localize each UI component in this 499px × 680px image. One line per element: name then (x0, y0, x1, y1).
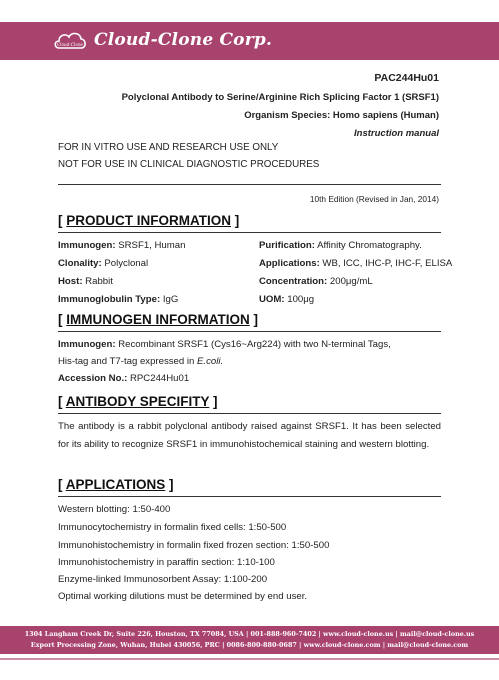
section-divider (58, 496, 441, 497)
cloud-logo-icon (52, 26, 88, 54)
immunogen-description: Immunogen: Recombinant SRSF1 (Cys16~Arg224) with two N-terminal Tags, (58, 339, 391, 350)
accession-number: Accession No.: RPC244Hu01 (58, 373, 190, 384)
info-clonality: Clonality: Polyclonal (58, 258, 149, 269)
application-item: Western blotting: 1:50-400 (58, 504, 171, 515)
logo-mark-text: Cloud-Clone (56, 42, 84, 47)
info-purification: Purification: Affinity Chromatography. (259, 240, 422, 251)
section-title-antibody-specifity: [ ANTIBODY SPECIFITY ] (58, 394, 218, 409)
product-title: Polyclonal Antibody to Serine/Arginine Rich Splicing Factor 1 (SRSF1) (121, 92, 439, 103)
application-item: Immunocytochemistry in formalin fixed cells: 1:50-500 (58, 522, 287, 533)
info-applications: Applications: WB, ICC, IHC-P, IHC-F, ELISA (259, 258, 453, 269)
info-immunoglobulin-type: Immunoglobulin Type: IgG (58, 294, 179, 305)
logo-text: Cloud-Clone Corp. (94, 30, 273, 50)
section-divider (58, 331, 441, 332)
instruction-manual-label: Instruction manual (354, 128, 439, 139)
section-title-applications: [ APPLICATIONS ] (58, 477, 174, 492)
section-title-product-information: [ PRODUCT INFORMATION ] (58, 213, 240, 228)
section-divider (58, 232, 441, 233)
immunogen-expression: His-tag and T7-tag expressed in E.coli. (58, 356, 224, 367)
application-item: Optimal working dilutions must be determined by end user. (58, 591, 308, 602)
section-divider (58, 413, 441, 414)
footer-address-us: 1304 Langham Creek Dr, Suite 226, Houston, TX 77084, USA | 001-888-960-7402 | www.cloud-clone.us | mail@cloud-clone.us (24, 630, 475, 638)
specificity-paragraph: The antibody is a rabbit polyclonal antibody raised against SRSF1. It has been selected for its ability to recognize SRSF1 in immunohistochemical staining and western blotting. (58, 421, 441, 450)
header-band (0, 22, 499, 60)
info-host: Host: Rabbit (58, 276, 113, 287)
info-immunogen: Immunogen: SRSF1, Human (58, 240, 186, 251)
section-title-immunogen-information: [ IMMUNOGEN INFORMATION ] (58, 312, 258, 327)
company-logo (52, 26, 272, 54)
clinical-use-notice: NOT FOR USE IN CLINICAL DIAGNOSTIC PROCEDURES (58, 159, 320, 170)
divider (58, 184, 441, 185)
application-item: Immunohistochemistry in paraffin section: 1:10-100 (58, 557, 275, 568)
application-item: Immunohistochemistry in formalin fixed frozen section: 1:50-500 (58, 540, 330, 551)
footer-band (0, 626, 499, 654)
footer-rule (0, 658, 499, 660)
info-uom: UOM: 100μg (259, 294, 315, 305)
footer-address-prc: Export Processing Zone, Wuhan, Hubei 430056, PRC | 0086-800-880-0687 | www.cloud-clone.com | mail@cloud-clone.com (30, 641, 469, 649)
research-use-notice: FOR IN VITRO USE AND RESEARCH USE ONLY (58, 142, 279, 153)
organism-species: Organism Species: Homo sapiens (Human) (244, 110, 439, 121)
catalog-number: PAC244Hu01 (374, 72, 439, 84)
application-item: Enzyme-linked Immunosorbent Assay: 1:100-200 (58, 574, 268, 585)
info-concentration: Concentration: 200μg/mL (259, 276, 373, 287)
edition-label: 10th Edition (Revised in Jan, 2014) (309, 194, 439, 204)
